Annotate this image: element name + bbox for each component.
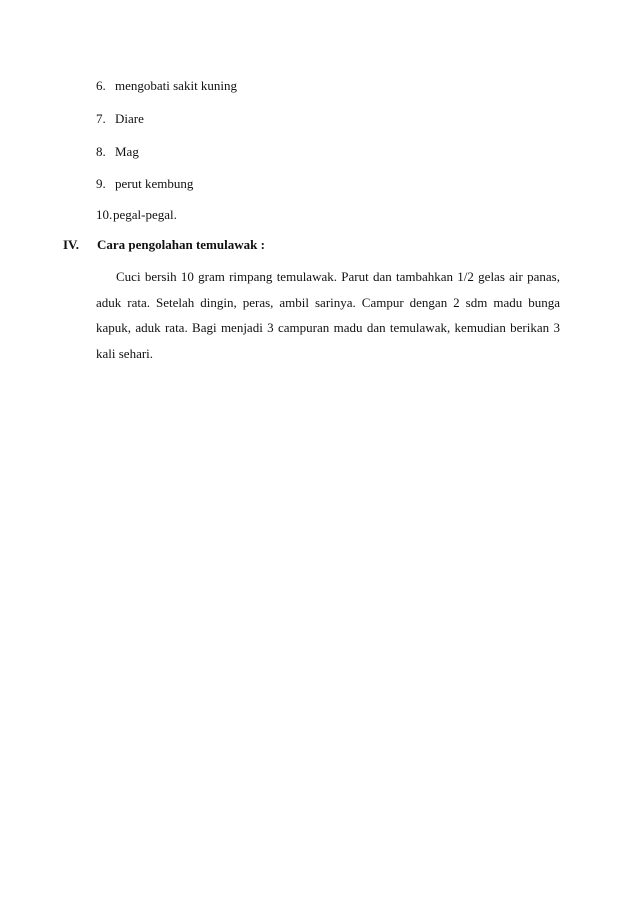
list-item — [96, 111, 144, 127]
list-item-text: Diare — [115, 111, 144, 126]
list-item-text: Mag — [115, 144, 139, 159]
section-paragraph: Cuci bersih 10 gram rimpang temulawak. Parut dan tambahkan 1/2 gelas air panas, aduk rata. Setelah dingin, peras, ambil sarinya. Campur dengan 2 sdm madu bunga kapuk, aduk rata. Bagi menjadi 3 campuran madu dan temulawak, kemudian berikan 3 kali sehari. — [96, 269, 560, 361]
section-numeral: IV. — [63, 237, 80, 252]
section-heading — [63, 237, 265, 253]
list-item-number: 8. — [96, 144, 106, 159]
section-title: Cara pengolahan temulawak : — [97, 237, 265, 252]
list-item — [96, 78, 237, 94]
list-item-number: 7. — [96, 111, 106, 126]
list-item-number: 6. — [96, 78, 106, 93]
list-item-number: 10. — [96, 207, 113, 222]
list-item-text: mengobati sakit kuning — [115, 78, 238, 93]
list-item — [96, 207, 177, 223]
list-item-number: 9. — [96, 176, 106, 191]
list-item — [96, 176, 193, 192]
list-item-text: perut kembung — [115, 176, 194, 191]
list-item-text: pegal-pegal. — [113, 207, 177, 222]
list-item — [96, 144, 139, 160]
